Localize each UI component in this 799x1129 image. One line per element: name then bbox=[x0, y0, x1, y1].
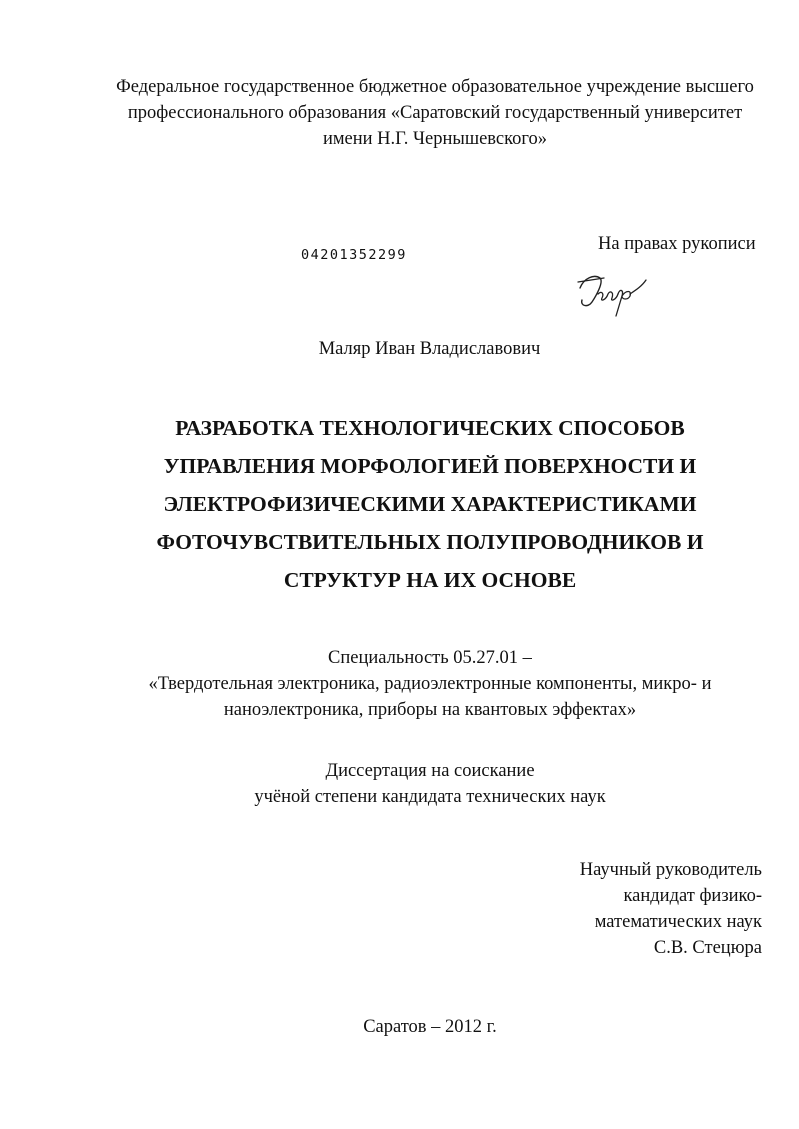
specialty-line: «Твердотельная электроника, радиоэлектронные компоненты, микро- и bbox=[148, 674, 712, 694]
specialty-line: наноэлектроника, приборы на квантовых эффектах» bbox=[223, 700, 637, 720]
title-line: УПРАВЛЕНИЯ МОРФОЛОГИЕЙ ПОВЕРХНОСТИ И bbox=[163, 454, 697, 478]
rights-notice: На правах рукописи bbox=[598, 234, 756, 254]
dissertation-line: учёной степени кандидата технических наук bbox=[254, 787, 606, 807]
supervisor-line: С.В. Стецюра bbox=[653, 938, 762, 958]
supervisor-line: кандидат физико- bbox=[623, 886, 762, 906]
institution-line: профессионального образования «Саратовский государственный университет bbox=[127, 103, 743, 123]
institution-header bbox=[60, 74, 799, 152]
title-line: ФОТОЧУВСТВИТЕЛЬНЫХ ПОЛУПРОВОДНИКОВ И bbox=[156, 530, 704, 554]
place-and-year: Саратов – 2012 г. bbox=[363, 1017, 497, 1037]
title-line: ЭЛЕКТРОФИЗИЧЕСКИМИ ХАРАКТЕРИСТИКАМИ bbox=[163, 492, 697, 516]
author-name: Маляр Иван Владиславович bbox=[318, 339, 541, 359]
institution-line: Федеральное государственное бюджетное образовательное учреждение высшего bbox=[116, 77, 754, 97]
supervisor-line: математических наук bbox=[594, 912, 762, 932]
document-number: 04201352299 bbox=[301, 247, 407, 263]
signature-icon bbox=[574, 266, 650, 320]
title-line: СТРУКТУР НА ИХ ОСНОВЕ bbox=[283, 568, 577, 592]
institution-line: имени Н.Г. Чернышевского» bbox=[322, 129, 548, 149]
specialty-line: Специальность 05.27.01 – bbox=[328, 648, 532, 668]
dissertation-title bbox=[60, 409, 799, 599]
supervisor-line: Научный руководитель bbox=[579, 860, 762, 880]
title-line: РАЗРАБОТКА ТЕХНОЛОГИЧЕСКИХ СПОСОБОВ bbox=[175, 416, 685, 440]
specialty-block bbox=[60, 645, 799, 723]
dissertation-statement bbox=[60, 758, 799, 810]
supervisor-block bbox=[502, 857, 762, 961]
dissertation-line: Диссертация на соискание bbox=[325, 761, 535, 781]
